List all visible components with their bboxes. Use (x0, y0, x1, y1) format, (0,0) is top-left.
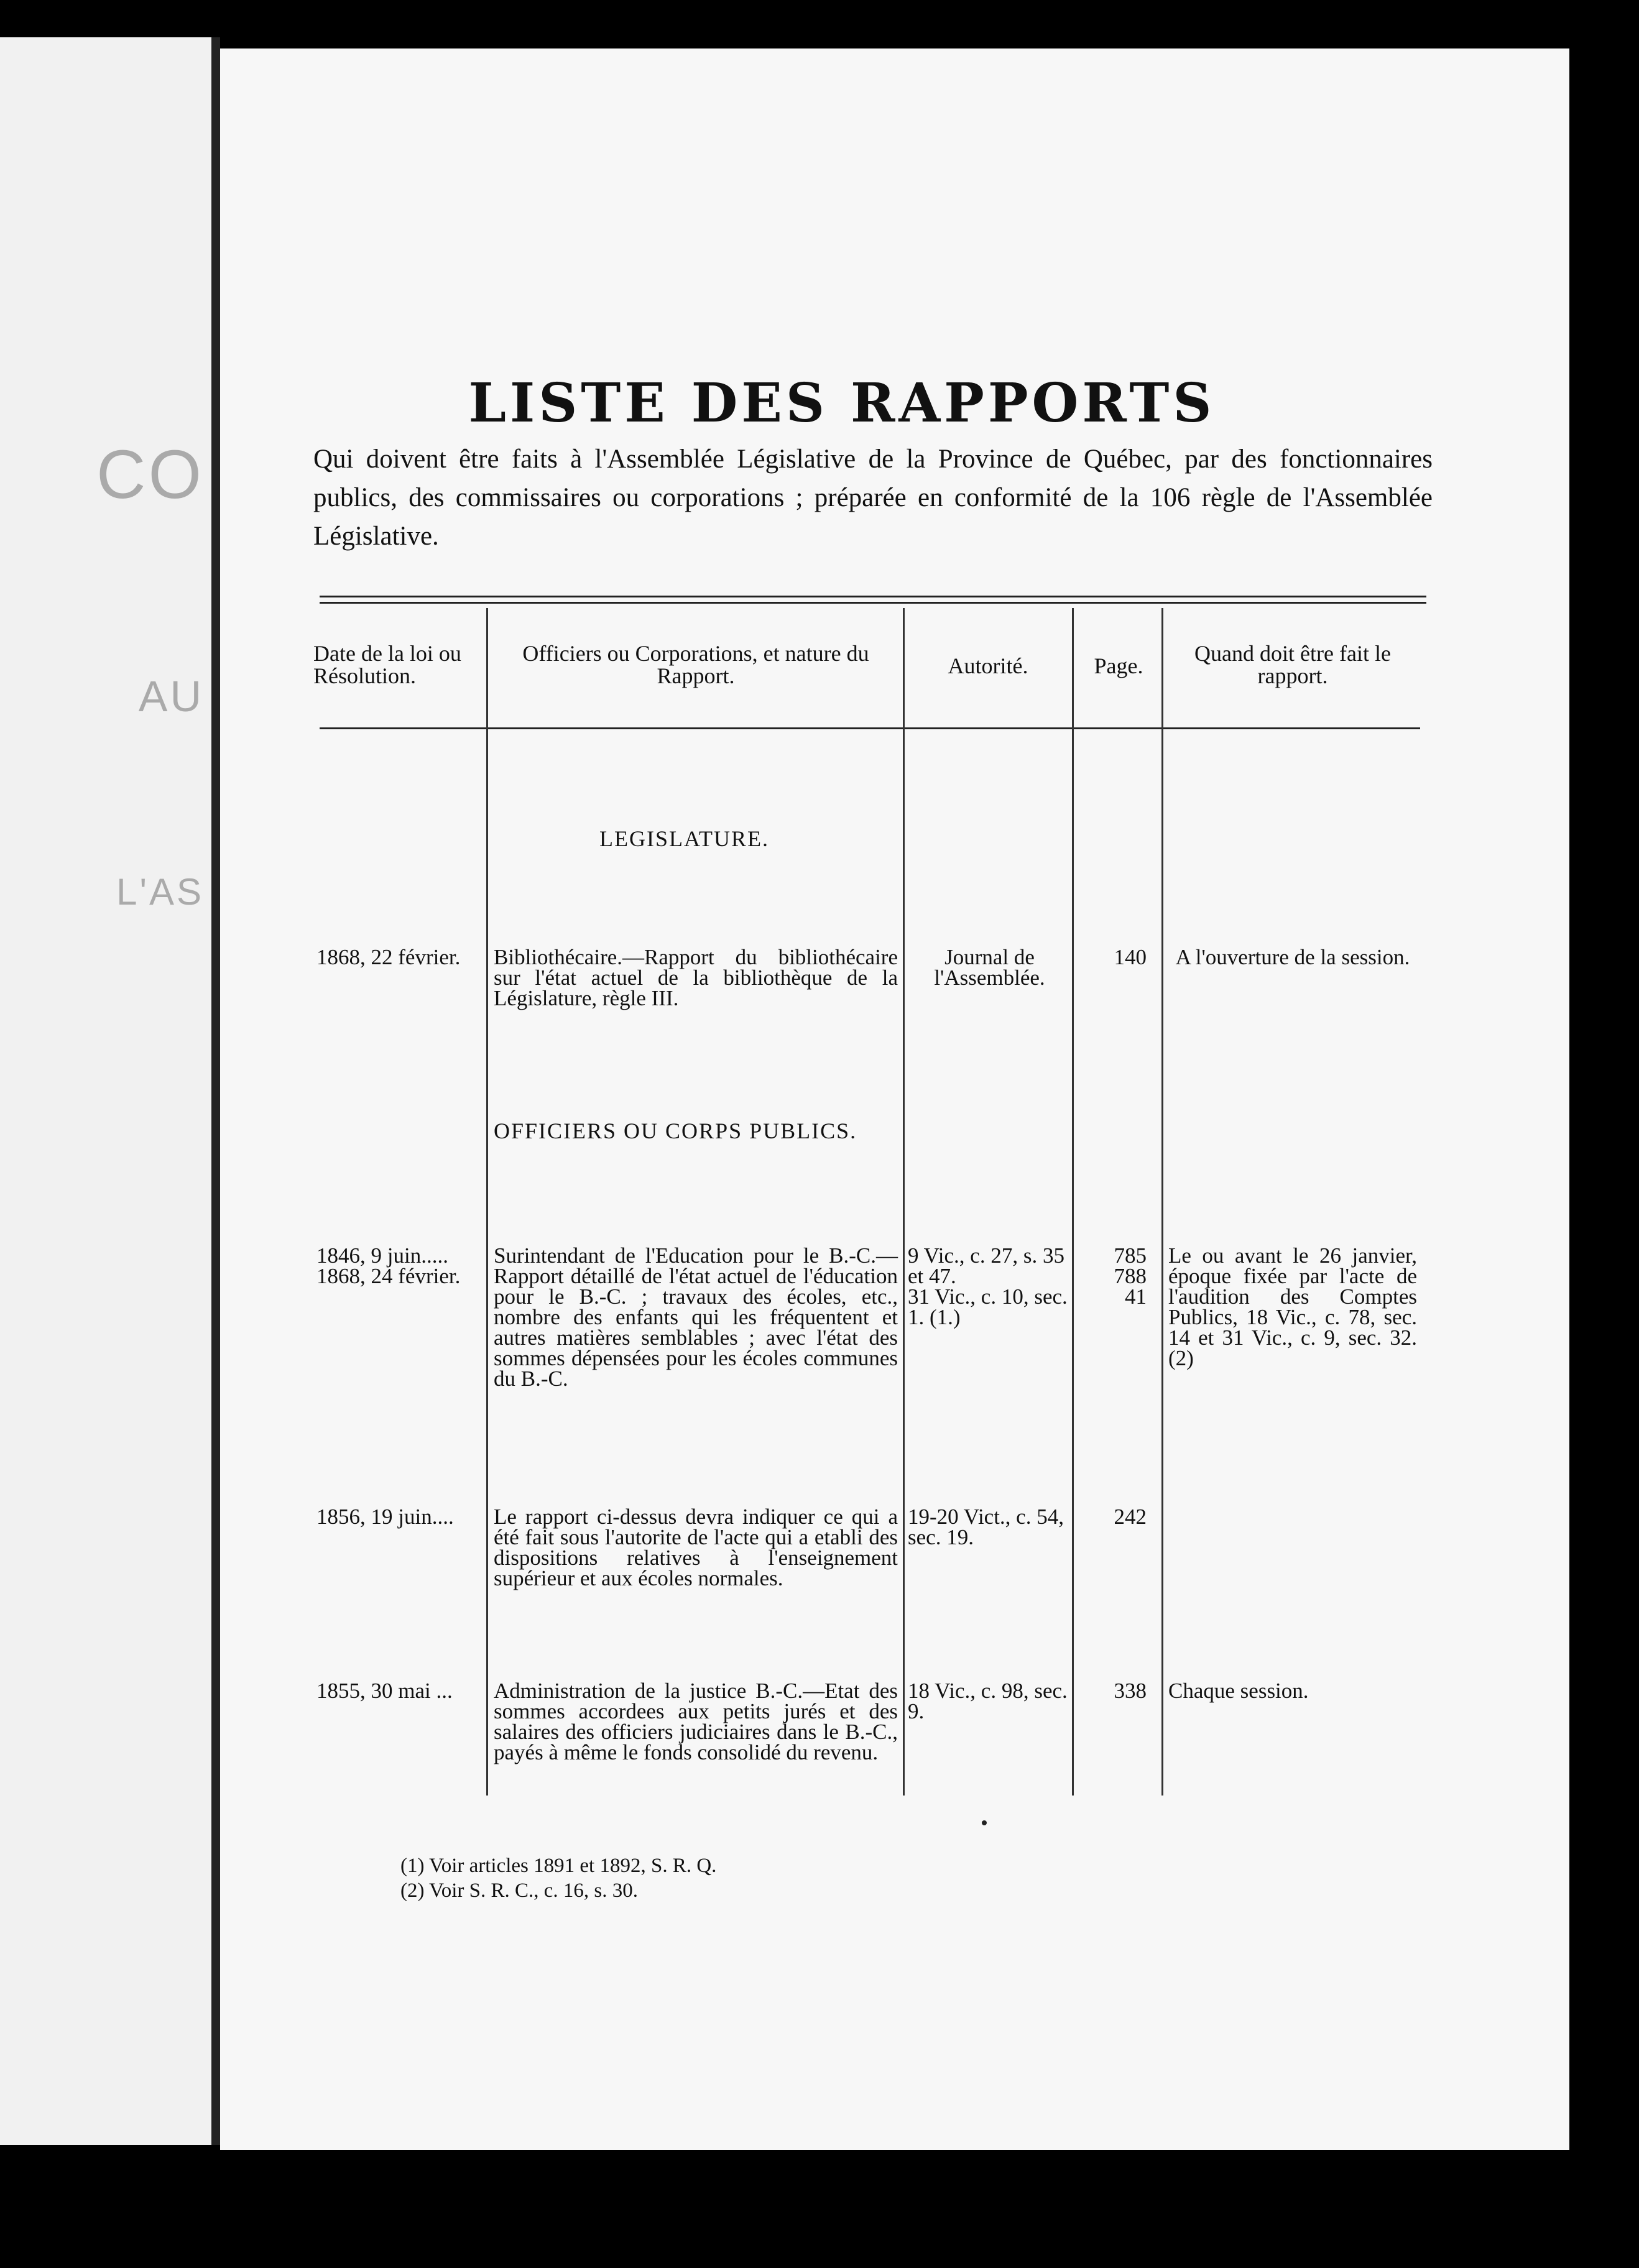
row-officer: Administration de la justice B.-C.—Etat des sommes accordees aux petits jurés et des salaires des officiers judiciaires dans le B.-C., payés à même le fonds consolidé du revenu. (494, 1679, 898, 1764)
facing-page-fragment: AU (138, 672, 204, 721)
row-when: A l'ouverture de la session. (1175, 945, 1410, 969)
book-spine (211, 37, 220, 2145)
row-page: 140 (1114, 945, 1147, 969)
section-title: LEGISLATURE. (599, 826, 769, 851)
column-header-officers: Officiers ou Corporations, et nature du Rapport. (522, 641, 869, 688)
column-header-page: Page. (1094, 653, 1143, 678)
section-title: OFFICIERS OU CORPS PUBLICS. (494, 1118, 857, 1143)
row-date: 1855, 30 mai ... (316, 1679, 453, 1703)
column-divider (1072, 608, 1074, 1796)
row-officer: Surintendant de l'Education pour le B.-C.—Rapport détaillé de l'état actuel de l'éducation pour le B.-C. ; travaux des écoles, etc., nombre des enfants qui les fréquentent et autres matières semblables ; avec l'état des sommes dépensées pour les écoles communes du B.-C. (494, 1243, 898, 1391)
footnote: (1) Voir articles 1891 et 1892, S. R. Q. (400, 1855, 717, 1877)
row-page: 242 (1114, 1505, 1147, 1529)
row-when: Chaque session. (1168, 1679, 1309, 1703)
column-divider (903, 608, 905, 1796)
ink-dot (982, 1820, 987, 1825)
facing-page-fragment: CO (96, 436, 204, 513)
row-when: Le ou avant le 26 janvier, époque fixée par l'acte de l'audition des Comptes Publics, 18 Vic., c. 78, sec. 14 et 31 Vic., c. 9, sec. 32. (2) (1168, 1243, 1417, 1370)
row-date: 1868, 22 février. (316, 945, 461, 969)
row-authority: 19-20 Vict., c. 54, sec. 19. (908, 1505, 1064, 1549)
row-authority: 9 Vic., c. 27, s. 35 et 47. 31 Vic., c. 10, sec. 1. (1.) (908, 1243, 1068, 1329)
header-bottom-rule (320, 727, 1420, 729)
row-authority: 18 Vic., c. 98, sec. 9. (908, 1679, 1068, 1723)
row-date: 1846, 9 juin..... 1868, 24 février. (316, 1243, 461, 1288)
row-page: 338 (1114, 1679, 1147, 1703)
page-title: LISTE DES RAPPORTS (468, 372, 1216, 435)
facing-page-fragment: L'AS (116, 871, 204, 913)
row-date: 1856, 19 juin.... (316, 1505, 454, 1529)
column-divider (1161, 608, 1163, 1796)
page-subtitle: Qui doivent être faits à l'Assemblée Législative de la Province de Québec, par des fonctionnaires publics, des commissaires ou corporations ; préparée en conformité de la 106 règle de l'Assemblée Législative. (313, 445, 1433, 551)
document-page (220, 48, 1569, 2150)
row-page: 785 788 41 (1114, 1243, 1147, 1309)
column-header-when: Quand doit être fait le rapport. (1194, 641, 1391, 688)
column-header-date: Date de la loi ou Résolution. (313, 641, 461, 688)
row-authority: Journal de l'Assemblée. (934, 945, 1045, 990)
header-top-rule (320, 596, 1426, 597)
row-officer: Le rapport ci-dessus devra indiquer ce qui a été fait sous l'autorite de l'acte qui a etabli des dispositions relatives à l'enseignement supérieur et aux écoles normales. (494, 1505, 898, 1590)
header-top-rule (320, 602, 1426, 604)
row-officer: Bibliothécaire.—Rapport du bibliothécaire sur l'état actuel de la bibliothèque de la Législature, règle III. (494, 945, 898, 1010)
column-divider (486, 608, 488, 1796)
column-header-authority: Autorité. (948, 653, 1028, 678)
facing-page (0, 37, 211, 2145)
footnote: (2) Voir S. R. C., c. 16, s. 30. (400, 1879, 638, 1902)
